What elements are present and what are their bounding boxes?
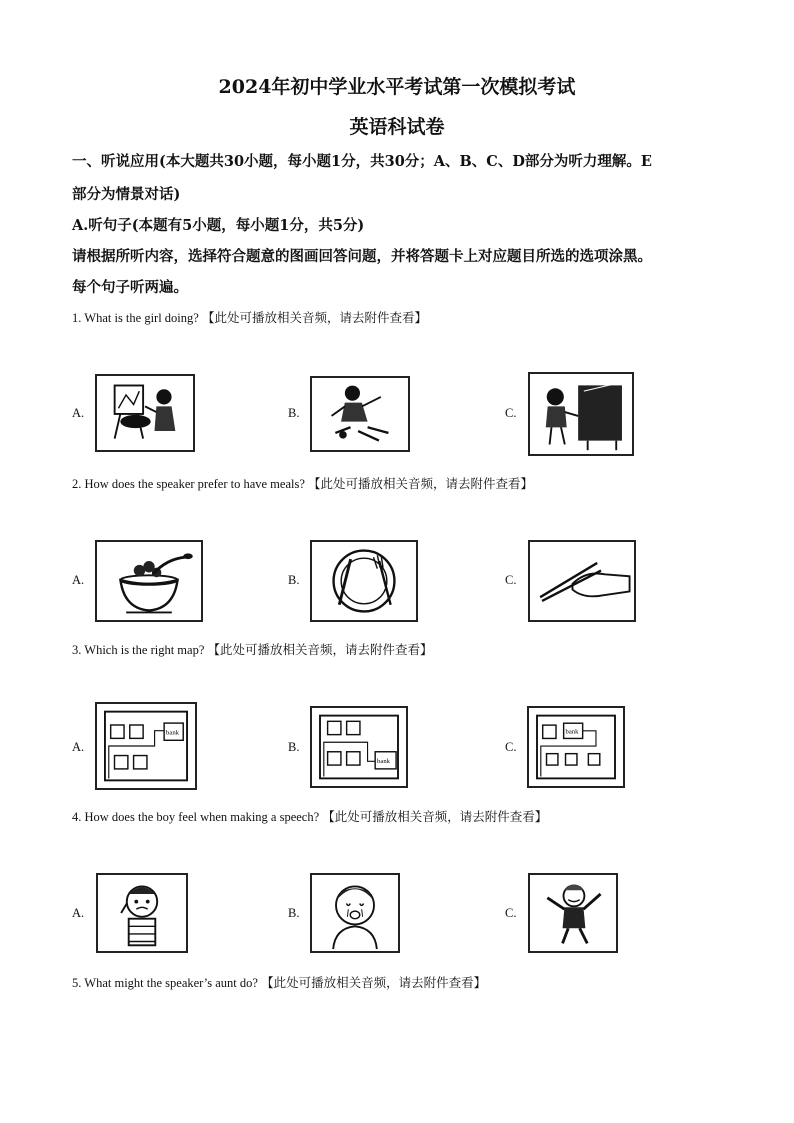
section-heading-line1: 一、听说应用(本大题共30小题，每小题1分，共30分；A、B、C、D部分为听力理解。E — [72, 153, 652, 170]
q3-option-c-label[interactable]: C. — [505, 740, 517, 754]
excited-boy-icon[interactable] — [528, 873, 618, 953]
exam-subtitle: 英语科试卷 — [349, 116, 445, 138]
audio-note-3[interactable]: 【此处可播放相关音频，请去附件查看】 — [207, 642, 433, 657]
map-a-bank-label: bank — [166, 729, 180, 737]
plate-knife-fork-icon[interactable] — [310, 540, 418, 622]
question-1 — [72, 308, 427, 326]
section-heading-line2: 部分为情景对话) — [72, 186, 181, 203]
q4-option-b-label[interactable]: B. — [288, 906, 300, 920]
audio-note-2[interactable]: 【此处可播放相关音频，请去附件查看】 — [308, 476, 534, 491]
chopsticks-hand-icon[interactable] — [528, 540, 636, 622]
map-b-icon[interactable] — [310, 706, 408, 788]
question-5-text: 5. What might the speaker’s aunt do? — [72, 976, 258, 990]
question-2-text: 2. How does the speaker prefer to have meals? — [72, 477, 305, 491]
question-4 — [72, 807, 547, 825]
part-a-heading: A.听句子(本题有5小题，每小题1分，共5分) — [72, 217, 365, 234]
painting-girl-icon[interactable] — [95, 374, 195, 452]
map-c-bank-label: bank — [565, 728, 579, 736]
q1-option-b-label[interactable]: B. — [288, 406, 300, 420]
map-c-icon[interactable] — [527, 706, 625, 788]
q2-option-b-label[interactable]: B. — [288, 573, 300, 587]
dancing-girl-icon[interactable] — [310, 376, 410, 452]
crying-boy-icon[interactable] — [310, 873, 400, 953]
q3-option-a-label[interactable]: A. — [72, 740, 85, 754]
q1-option-c-label[interactable]: C. — [505, 406, 517, 420]
q4-option-c-label[interactable]: C. — [505, 906, 517, 920]
audio-note-4[interactable]: 【此处可播放相关音频，请去附件查看】 — [322, 809, 548, 824]
map-b-bank-label: bank — [377, 758, 390, 766]
piano-player-icon[interactable] — [528, 372, 634, 456]
audio-note-5[interactable]: 【此处可播放相关音频，请去附件查看】 — [261, 975, 487, 990]
question-1-text: 1. What is the girl doing? — [72, 311, 199, 325]
q3-option-b-label[interactable]: B. — [288, 740, 300, 754]
question-3 — [72, 640, 433, 658]
map-a-icon[interactable] — [95, 702, 197, 790]
question-5 — [72, 973, 486, 991]
q2-option-c-label[interactable]: C. — [505, 573, 517, 587]
bowl-spoon-icon[interactable] — [95, 540, 203, 622]
q1-option-a-label[interactable]: A. — [72, 406, 85, 420]
question-3-text: 3. Which is the right map? — [72, 643, 205, 657]
exam-title: 2024年初中学业水平考试第一次模拟考试 — [218, 76, 576, 98]
nervous-boy-icon[interactable] — [96, 873, 188, 953]
q4-option-a-label[interactable]: A. — [72, 906, 85, 920]
instruction-line2: 每个句子听两遍。 — [72, 279, 188, 296]
q2-option-a-label[interactable]: A. — [72, 573, 85, 587]
question-4-text: 4. How does the boy feel when making a speech? — [72, 810, 320, 824]
instruction-line1: 请根据所听内容，选择符合题意的图画回答问题，并将答题卡上对应题目所选的选项涂黑。 — [72, 248, 652, 265]
question-2 — [72, 474, 533, 492]
audio-note-1[interactable]: 【此处可播放相关音频，请去附件查看】 — [201, 310, 427, 325]
